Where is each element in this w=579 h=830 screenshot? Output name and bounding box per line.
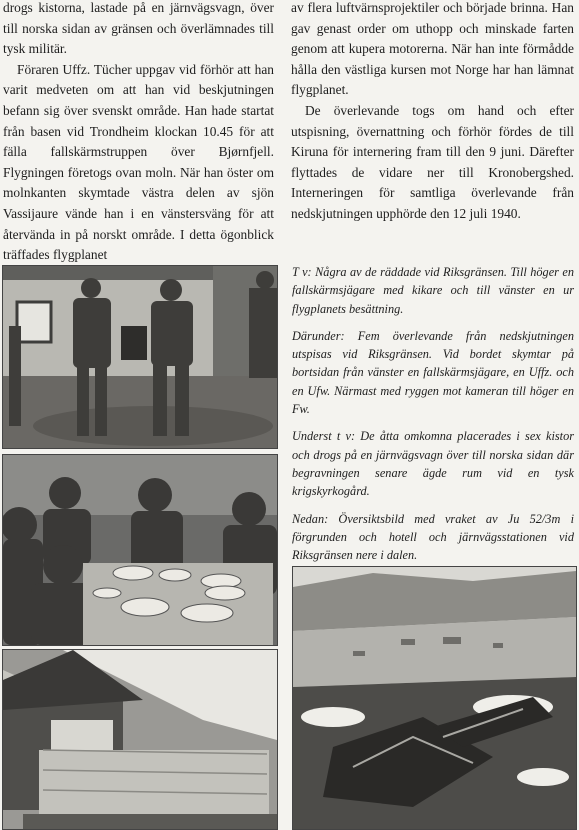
photo-survivors-eating — [2, 454, 278, 646]
photo-wreckage-overview — [292, 566, 577, 830]
photo-rescued-soldiers — [2, 265, 278, 449]
body-paragraph: Föraren Uffz. Tücher uppgav vid förhör att han varit medveten om att han vid beskjutningen befann sig över svenskt område. Han hade startat från basen vid Trondheim klockan 10.45 för att fälla fallskärmstruppen över Bjørnfjell. Flygningen företogs ovan moln. När han öster om molnkanten skymtade västra delen av sjön Vassijaure vände han i en vänstersväng för att återvända in på norskt område. I detta ögonblick träffades flygplanet — [3, 61, 274, 263]
caption-top-left: T v: Några av de räddade vid Riksgränsen. Till höger en fallskärmsjägare med kikare och till vänster en ur flygplanets besättning. — [292, 265, 574, 316]
body-paragraph: av flera luftvärnsprojektiler och började brinna. Han gav genast order om uthopp och minskade farten genom att kupera motorerna. När han inte förmådde hålla den västliga kursen mot Norge har han lämnat flygplanet. — [291, 0, 574, 98]
body-paragraph: drogs kistorna, lastade på en järnvägsvagn, över till norska sidan av gränsen och överlämnades till tysk militär. — [3, 0, 274, 57]
photo-coffins-on-wagon — [2, 649, 278, 830]
photo-captions — [292, 263, 574, 573]
caption-below: Nedan: Översiktsbild med vraket av Ju 52/3m i förgrunden och hotell och järnvägsstationen vid Riksgränsen nere i dalen. — [292, 511, 574, 563]
right-text-column — [291, 0, 574, 225]
caption-middle-left: Därunder: Fem överlevande från nedskjutningen utspisas vid Riksgränsen. Vid bordet skymtar på bortsidan från vänster en fallskärmsjägare, en Uffz. och en Ufw. Närmast med ryggen mot kameran till höger en Fw. — [292, 328, 574, 417]
left-text-column — [3, 0, 274, 266]
caption-bottom-left: Underst t v: De åtta omkomna placerades i sex kistor och drogs på en järnvägsvagn över till norska sidan där begravningen senare ägde rum vid en tysk krigskyrkogård. — [292, 429, 574, 499]
body-paragraph: De överlevande togs om hand och efter utspisning, övernattning och förhör fördes de till Kiruna för internering fram till den 9 juni. Därefter flyttades de vidare ner till Kronobergshed. Interneringen för samtliga överlevande från nedskjutningen upphörde den 12 juli 1940. — [291, 102, 574, 221]
